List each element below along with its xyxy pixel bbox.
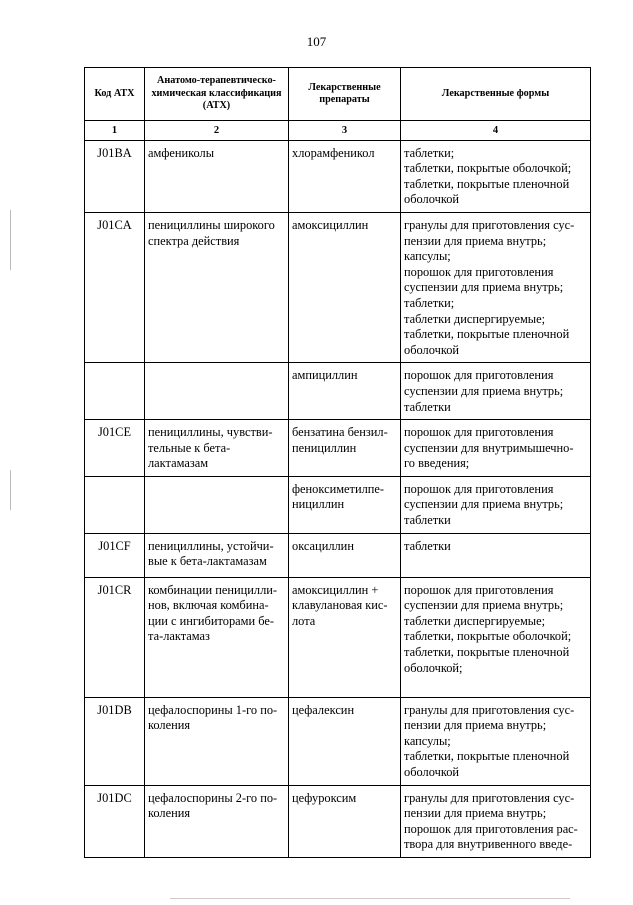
dosage-form-line: таблетки, покрытые пленочной [404, 645, 570, 660]
atc-class-cell [145, 476, 289, 533]
dosage-form-line: суспензии для внутримышечно- [404, 440, 574, 455]
atc-class-cell [145, 697, 289, 785]
drug-cell [289, 420, 401, 477]
atc-class-cell [145, 785, 289, 857]
atc-code-cell: J01DB [85, 697, 145, 785]
header-atc-classification: Анатомо-терапевтическо-химическая классификация (АТХ) [145, 68, 289, 121]
atc-code-cell: J01DC [85, 785, 145, 857]
dosage-forms-cell [401, 140, 591, 212]
drug-table [84, 67, 591, 858]
atc-class-line: пенициллины, чувстви- [148, 425, 273, 440]
dosage-form-line: суспензии для приема внутрь; [404, 598, 564, 613]
dosage-form-line: порошок для приготовления [404, 481, 554, 496]
dosage-form-line: гранулы для приготовления сус- [404, 790, 575, 805]
dosage-form-line: суспензии для приема внутрь; [404, 383, 564, 398]
column-number: 3 [289, 121, 401, 141]
table-row [85, 140, 591, 212]
table-header-row [85, 68, 591, 121]
drug-line: амоксициллин [292, 217, 369, 232]
dosage-forms-cell [401, 420, 591, 477]
dosage-form-line: оболочкой [404, 342, 460, 357]
drug-line: нициллин [292, 497, 345, 512]
header-drugs: Лекарственные препараты [289, 68, 401, 121]
drug-line: пенициллин [292, 440, 357, 455]
dosage-form-line: таблетки, покрытые оболочкой; [404, 161, 572, 176]
dosage-form-line: порошок для приготовления [404, 425, 554, 440]
drug-line: бензатина бензил- [292, 425, 388, 440]
atc-class-line: вые к бета-лактамазам [148, 554, 267, 569]
drug-cell [289, 363, 401, 420]
page-number: 107 [306, 34, 327, 49]
dosage-form-line: таблетки, покрытые пленочной [404, 176, 570, 191]
column-number-row [85, 121, 591, 141]
drug-cell [289, 476, 401, 533]
dosage-form-line: оболочкой [404, 765, 460, 780]
drug-cell [289, 140, 401, 212]
table-row [85, 212, 591, 362]
drug-line: цефалексин [292, 702, 355, 717]
atc-class-cell [145, 140, 289, 212]
atc-code-cell: J01CE [85, 420, 145, 477]
column-number: 4 [401, 121, 591, 141]
dosage-form-line: твора для внутривенного введе- [404, 837, 573, 852]
atc-class-line: коления [148, 806, 191, 821]
dosage-form-line: гранулы для приготовления сус- [404, 217, 575, 232]
table-row [85, 577, 591, 697]
atc-code-cell: J01CA [85, 212, 145, 362]
dosage-form-line: порошок для приготовления [404, 582, 554, 597]
dosage-form-line: пензии для приема внутрь; [404, 233, 547, 248]
atc-code-cell [85, 363, 145, 420]
header-atc-code: Код АТХ [85, 68, 145, 121]
dosage-form-line: таблетки, покрытые оболочкой; [404, 629, 572, 644]
atc-class-line: спектра действия [148, 233, 240, 248]
dosage-form-line: таблетки [404, 538, 451, 553]
atc-class-line: амфениколы [148, 145, 215, 160]
atc-class-line: коления [148, 718, 191, 733]
atc-class-line: тельные к бета- [148, 440, 231, 455]
atc-class-line: лактамазам [148, 456, 209, 471]
dosage-forms-cell [401, 577, 591, 697]
drug-line: хлорамфеникол [292, 145, 375, 160]
header-dosage-forms: Лекарственные формы [401, 68, 591, 121]
dosage-form-line: пензии для приема внутрь; [404, 718, 547, 733]
atc-class-line: цефалоспорины 2-го по- [148, 790, 278, 805]
atc-code-cell: J01CF [85, 533, 145, 577]
dosage-forms-cell [401, 533, 591, 577]
drug-line: оксациллин [292, 538, 354, 553]
atc-class-line: пенициллины широкого [148, 217, 275, 232]
atc-class-line: пенициллины, устойчи- [148, 538, 274, 553]
drug-cell [289, 577, 401, 697]
atc-code-cell: J01BA [85, 140, 145, 212]
drug-cell [289, 212, 401, 362]
atc-class-line: нов, включая комбина- [148, 598, 269, 613]
dosage-form-line: суспензии для приема внутрь; [404, 497, 564, 512]
atc-code-cell [85, 476, 145, 533]
table-row [85, 420, 591, 477]
table-body [85, 140, 591, 857]
dosage-form-line: капсулы; [404, 249, 451, 264]
drug-cell [289, 533, 401, 577]
drug-cell [289, 785, 401, 857]
drug-line: феноксиметилпе- [292, 481, 385, 496]
table-row [85, 785, 591, 857]
atc-class-line: комбинации пеницилли- [148, 582, 278, 597]
scan-edge-mark [10, 470, 11, 510]
dosage-form-line: таблетки; [404, 145, 455, 160]
column-number: 1 [85, 121, 145, 141]
scan-edge-mark [10, 210, 11, 270]
dosage-form-line: таблетки [404, 513, 451, 528]
dosage-form-line: гранулы для приготовления сус- [404, 702, 575, 717]
dosage-form-line: оболочкой [404, 192, 460, 207]
dosage-form-line: оболочкой; [404, 660, 463, 675]
dosage-form-line: таблетки; [404, 295, 455, 310]
dosage-form-line: порошок для приготовления рас- [404, 821, 578, 836]
dosage-form-line: таблетки, покрытые пленочной [404, 749, 570, 764]
drug-line: цефуроксим [292, 790, 357, 805]
table-row [85, 533, 591, 577]
dosage-form-line: го введения; [404, 456, 470, 471]
dosage-form-line: порошок для приготовления [404, 368, 554, 383]
drug-line: лота [292, 613, 316, 628]
table-row [85, 363, 591, 420]
column-number: 2 [145, 121, 289, 141]
dosage-form-line: порошок для приготовления [404, 264, 554, 279]
table-row [85, 697, 591, 785]
drug-line: амоксициллин + [292, 582, 379, 597]
dosage-form-line: суспензии для приема внутрь; [404, 280, 564, 295]
atc-class-cell [145, 212, 289, 362]
dosage-forms-cell [401, 785, 591, 857]
atc-class-cell [145, 533, 289, 577]
atc-class-line: ции с ингибиторами бе- [148, 613, 274, 628]
atc-class-cell [145, 363, 289, 420]
atc-class-line: цефалоспорины 1-го по- [148, 702, 278, 717]
dosage-forms-cell [401, 212, 591, 362]
atc-code-cell: J01CR [85, 577, 145, 697]
atc-class-line: та-лактамаз [148, 629, 210, 644]
dosage-form-line: таблетки, покрытые пленочной [404, 327, 570, 342]
table-row [85, 476, 591, 533]
drug-line: клавулановая кис- [292, 598, 388, 613]
dosage-form-line: таблетки диспергируемые; [404, 311, 546, 326]
dosage-form-line: таблетки [404, 399, 451, 414]
dosage-form-line: капсулы; [404, 733, 451, 748]
dosage-forms-cell [401, 363, 591, 420]
dosage-forms-cell [401, 697, 591, 785]
dosage-form-line: таблетки диспергируемые; [404, 613, 546, 628]
atc-class-cell [145, 577, 289, 697]
dosage-form-line: пензии для приема внутрь; [404, 806, 547, 821]
atc-class-cell [145, 420, 289, 477]
dosage-forms-cell [401, 476, 591, 533]
drug-cell [289, 697, 401, 785]
drug-line: ампициллин [292, 368, 358, 383]
scan-bottom-rule [170, 898, 570, 899]
